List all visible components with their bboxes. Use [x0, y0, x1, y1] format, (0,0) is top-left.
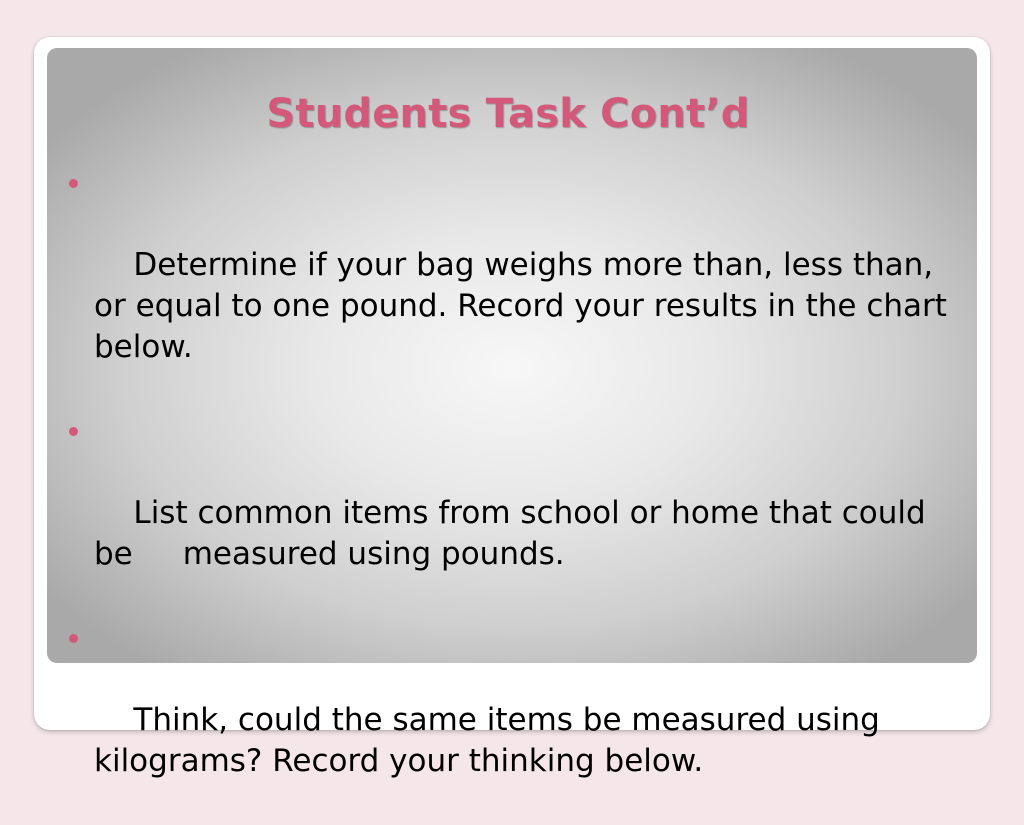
- bullet-dot-icon: [69, 179, 78, 188]
- bullet-text: Think, could the same items be measured using kilograms? Record your thinking below.: [94, 702, 890, 779]
- bullet-item: [66, 411, 961, 616]
- bullet-item: [66, 618, 961, 823]
- slide-title: Students Task Cont’d: [266, 91, 750, 137]
- bullet-list: [66, 163, 961, 825]
- bullet-text: List common items from school or home that could be measured using pounds.: [94, 495, 936, 572]
- bullet-dot-icon: [69, 634, 78, 643]
- bullet-dot-icon: [69, 427, 78, 436]
- bullet-text: Determine if your bag weighs more than, less than, or equal to one pound. Record your results in the chart below.: [94, 247, 957, 365]
- bullet-item: [66, 163, 961, 409]
